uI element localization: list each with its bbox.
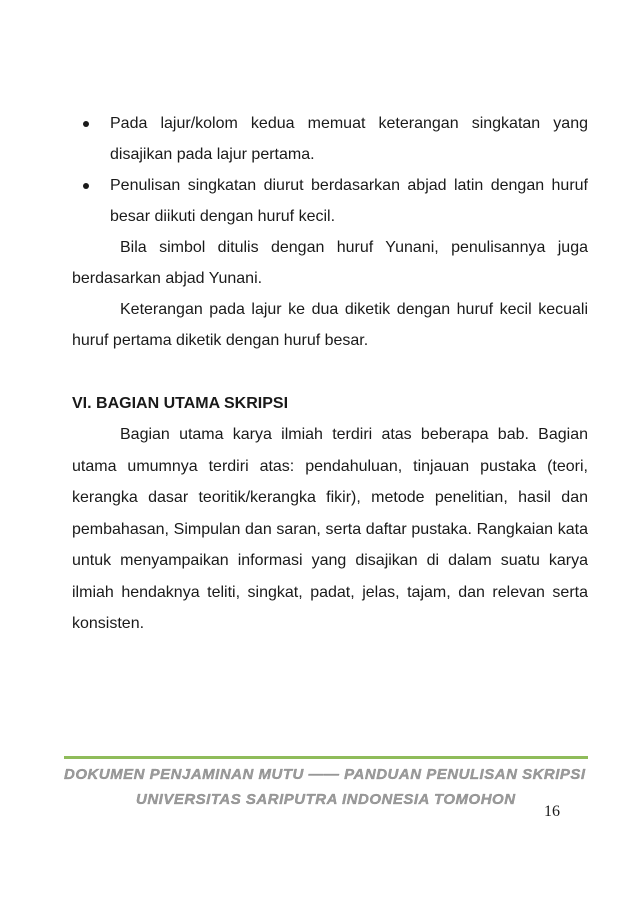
bullet-icon	[83, 183, 89, 189]
paragraph-yunani: Bila simbol ditulis dengan huruf Yunani, penulisannya juga berdasarkan abjad Yunani.	[72, 239, 588, 287]
paragraph-keterangan: Keterangan pada lajur ke dua diketik dengan huruf kecil kecuali huruf pertama diketik dengan huruf besar.	[72, 301, 588, 349]
paragraph-bagian-utama: Bagian utama karya ilmiah terdiri atas beberapa bab. Bagian utama umumnya terdiri atas: pendahuluan, tinjauan pustaka (teori, kerangka dasar teoritik/kerangka fikir), metode penelitian, hasil dan pembahasan, Simpulan dan saran, serta daftar pustaka. Rangkaian kata untuk menyampaikan informasi yang disajikan di dalam suatu karya ilmiah hendaknya teliti, singkat, padat, jelas, tajam, dan relevan serta konsisten.	[72, 426, 588, 632]
footer-institution: UNIVERSITAS SARIPUTRA INDONESIA TOMOHON	[136, 791, 516, 808]
bullet-text: Penulisan singkatan diurut berdasarkan abjad latin dengan huruf besar diikuti dengan huruf kecil.	[110, 177, 588, 225]
bullet-text: Pada lajur/kolom kedua memuat keterangan singkatan yang disajikan pada lajur pertama.	[110, 115, 588, 163]
bullet-item	[72, 108, 588, 170]
page-number: 16	[544, 803, 560, 820]
section-heading: VI. BAGIAN UTAMA SKRIPSI	[72, 395, 289, 412]
bullet-icon	[83, 121, 89, 127]
bullet-list	[72, 108, 588, 232]
bullet-item	[72, 170, 588, 232]
footer-title: DOKUMEN PENJAMINAN MUTU —— PANDUAN PENULISAN SKRIPSI	[64, 766, 586, 783]
footer-divider	[64, 756, 588, 759]
